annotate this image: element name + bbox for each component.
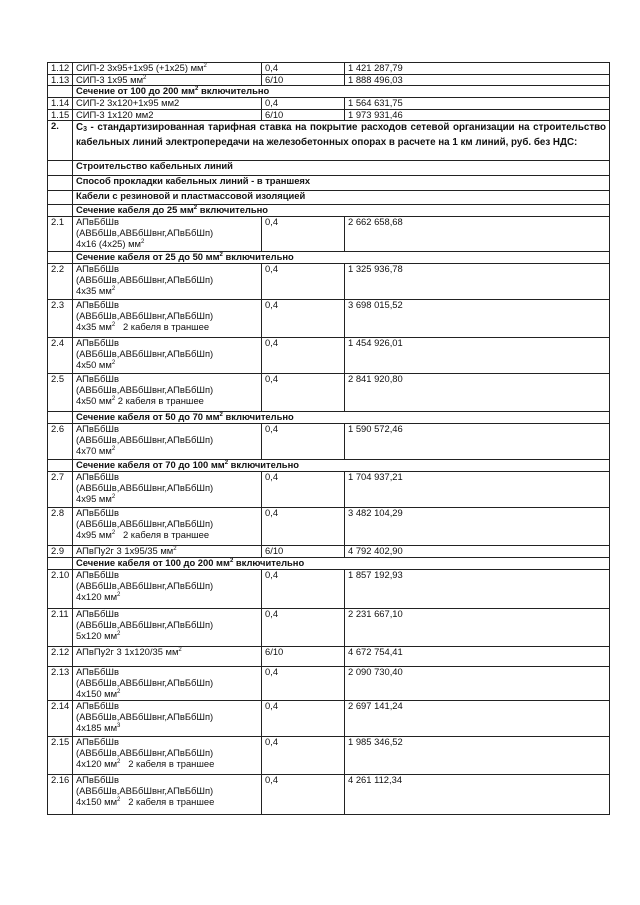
section-header-row	[48, 176, 610, 191]
cable-name-line	[76, 63, 258, 74]
cable-name-text: 4х35 мм	[76, 284, 112, 296]
section-title-cell	[73, 460, 610, 472]
cable-name-note: 2 кабеля в траншее	[120, 757, 215, 769]
row-number: 2.6	[48, 424, 73, 460]
cable-name-cell	[73, 264, 262, 300]
cable-name-cell	[73, 300, 262, 338]
cable-name-cell	[73, 338, 262, 374]
cable-name-text: (АВБбШв,АВБбШвнг,АПвБбШп)	[76, 226, 214, 238]
row-number: 2.5	[48, 374, 73, 412]
unit-superscript: 2	[111, 493, 116, 500]
cable-name-cell	[73, 424, 262, 460]
cable-name-text: 4х95 мм	[76, 492, 112, 504]
cable-name-text: 4х150 мм	[76, 687, 118, 699]
section-title-cell	[73, 176, 610, 191]
cable-name-text: АПвБбШв	[76, 471, 119, 483]
empty-number-cell	[48, 161, 73, 176]
price-cell: 1 973 931,46	[345, 109, 610, 121]
voltage-cell: 0,4	[262, 775, 345, 815]
voltage-cell: 0,4	[262, 701, 345, 737]
voltage-cell: 0,4	[262, 424, 345, 460]
row-number: 2.12	[48, 647, 73, 667]
unit-superscript: 2	[111, 321, 116, 328]
unit-superscript: 2	[117, 796, 121, 803]
cable-name-cell	[73, 98, 262, 110]
main-item-text: - стандартизированная тарифная ставка на покрытие расходов сетевой организации на строительство кабельных линий электропередачи на железобетонных опорах в расчете на 1 км линий, руб. без НДС:	[76, 122, 606, 148]
cable-name-cell	[73, 74, 262, 86]
row-number: 2.7	[48, 472, 73, 508]
section-title-cell	[73, 191, 610, 205]
empty-number-cell	[48, 412, 73, 424]
main-item-description	[73, 121, 610, 161]
cable-name-cell	[73, 109, 262, 121]
cable-name-note: 2 кабеля в траншее	[115, 394, 204, 406]
cable-name-text: 4х120 мм	[76, 757, 118, 769]
price-cell: 1 564 631,75	[345, 98, 610, 110]
price-cell: 1 454 926,01	[345, 338, 610, 374]
row-number: 2.15	[48, 737, 73, 775]
cable-name-cell	[73, 609, 262, 647]
row-number: 2.	[48, 121, 73, 161]
unit-superscript: 2	[111, 445, 116, 452]
tariff-rates-table	[47, 62, 610, 815]
rate-subscript: 3	[83, 126, 87, 134]
cable-name-cell	[73, 667, 262, 701]
row-number: 2.11	[48, 609, 73, 647]
cable-name-text: СИП-2 3х95+1х95 (+1х25) мм	[76, 62, 204, 73]
voltage-cell: 0,4	[262, 667, 345, 701]
cable-name-line	[76, 546, 258, 557]
unit-superscript: 2	[111, 529, 116, 536]
cable-name-text: АПвБбШв	[76, 337, 119, 349]
cable-name-cell	[73, 737, 262, 775]
price-cell: 2 090 730,40	[345, 667, 610, 701]
cable-name-cell	[73, 63, 262, 75]
cable-name-text: АПвБбШв	[76, 608, 119, 620]
voltage-cell: 6/10	[262, 74, 345, 86]
table-row	[48, 775, 610, 815]
row-number: 2.9	[48, 546, 73, 558]
cable-name-line	[76, 723, 258, 734]
section-title: Сечение кабеля от 25 до 50 мм	[76, 251, 220, 263]
table-row	[48, 609, 610, 647]
price-cell: 1 985 346,52	[345, 737, 610, 775]
cable-name-line	[76, 286, 258, 297]
cable-name-text: 4х150 мм	[76, 795, 118, 807]
row-number: 2.10	[48, 570, 73, 609]
cable-name-text: (АВБбШв,АВБбШвнг,АПвБбШп)	[76, 433, 214, 445]
table-row	[48, 264, 610, 300]
table-row	[48, 338, 610, 374]
voltage-cell: 0,4	[262, 300, 345, 338]
cable-name-text: (АВБбШв,АВБбШвнг,АПвБбШп)	[76, 784, 214, 796]
unit-superscript: 2	[173, 546, 177, 553]
cable-name-text: 4х120 мм	[76, 590, 118, 602]
price-cell: 4 672 754,41	[345, 647, 610, 667]
section-header-row	[48, 412, 610, 424]
section-title-suffix: включительно	[198, 85, 270, 97]
cable-name-text: АПвПу2г 3 1х120/35 мм	[76, 646, 179, 658]
cable-name-text: АПвБбШв	[76, 666, 119, 678]
cable-name-cell	[73, 217, 262, 252]
section-title-cell	[73, 205, 610, 217]
row-number: 1.15	[48, 109, 73, 121]
cable-name-line	[76, 530, 258, 541]
cable-name-cell	[73, 570, 262, 609]
price-cell: 1 888 496,03	[345, 74, 610, 86]
section-title-cell	[73, 412, 610, 424]
cable-name-note: 2 кабеля в траншее	[115, 320, 210, 332]
cable-name-text: 4х50 мм	[76, 394, 112, 406]
cable-name-note: 2 кабеля в траншее	[120, 795, 215, 807]
table-row	[48, 98, 610, 110]
voltage-cell: 0,4	[262, 338, 345, 374]
table-row	[48, 701, 610, 737]
tariff-rates-body	[48, 63, 610, 815]
cable-name-text: (АВБбШв,АВБбШвнг,АПвБбШп)	[76, 746, 214, 758]
section-title-suffix: включительно	[222, 251, 294, 263]
voltage-cell: 0,4	[262, 63, 345, 75]
cable-name-line	[76, 631, 258, 642]
cable-name-line	[76, 446, 258, 457]
section-title: Строительство кабельных линий	[76, 160, 233, 172]
unit-superscript: 2	[111, 395, 116, 402]
section-title: Сечение кабеля от 100 до 200 мм	[76, 557, 230, 569]
voltage-cell: 0,4	[262, 508, 345, 546]
voltage-cell: 6/10	[262, 109, 345, 121]
voltage-cell: 0,4	[262, 609, 345, 647]
section-header-row	[48, 252, 610, 264]
table-row	[48, 300, 610, 338]
unit-superscript: 2	[219, 412, 223, 419]
section-header-row	[48, 460, 610, 472]
price-cell: 4 792 402,90	[345, 546, 610, 558]
cable-name-text: 4х70 мм	[76, 444, 112, 456]
cable-name-text: 4х35 мм	[76, 320, 112, 332]
voltage-cell: 0,4	[262, 217, 345, 252]
voltage-cell: 6/10	[262, 647, 345, 667]
cable-name-line	[76, 494, 258, 505]
row-number: 2.14	[48, 701, 73, 737]
unit-superscript: 2	[229, 558, 234, 565]
row-number: 1.13	[48, 74, 73, 86]
unit-superscript: 3	[117, 722, 121, 729]
unit-superscript: 2	[117, 688, 121, 695]
cable-name-text: (АВБбШв,АВБбШвнг,АПвБбШп)	[76, 481, 214, 493]
unit-superscript: 2	[117, 630, 121, 637]
cable-name-cell	[73, 775, 262, 815]
cable-name-text: АПвПу2г 3 1х95/35 мм	[76, 545, 174, 557]
cable-name-line	[76, 110, 258, 121]
rate-symbol: С	[76, 122, 84, 134]
voltage-cell: 0,4	[262, 374, 345, 412]
section-title-cell	[73, 252, 610, 264]
section-title-suffix: включительно	[222, 411, 294, 423]
section-header-row	[48, 86, 610, 98]
section-title-suffix: включительно	[228, 459, 299, 471]
section-title: Способ прокладки кабельных линий - в траншеях	[76, 175, 311, 187]
empty-number-cell	[48, 191, 73, 205]
row-number: 2.1	[48, 217, 73, 252]
cable-name-line	[76, 689, 258, 700]
unit-superscript: 2	[224, 460, 229, 467]
cable-name-text: 4х16 (4х25) мм	[76, 237, 142, 249]
cable-name-text: (АВБбШв,АВБбШвнг,АПвБбШп)	[76, 347, 214, 359]
unit-superscript: 2	[141, 238, 145, 245]
unit-superscript: 2	[219, 252, 223, 259]
cable-name-text: (АВБбШв,АВБбШвнг,АПвБбШп)	[76, 517, 214, 529]
unit-superscript: 2	[143, 74, 147, 81]
section-header-row	[48, 558, 610, 570]
cable-name-text: АПвБбШв	[76, 373, 119, 385]
row-number: 2.2	[48, 264, 73, 300]
cable-name-text: (АВБбШв,АВБбШвнг,АПвБбШп)	[76, 710, 214, 722]
price-cell: 2 697 141,24	[345, 701, 610, 737]
cable-name-line	[76, 396, 258, 407]
unit-superscript: 2	[111, 285, 116, 292]
cable-name-text: (АВБбШв,АВБбШвнг,АПвБбШп)	[76, 676, 214, 688]
table-row	[48, 647, 610, 667]
table-row	[48, 374, 610, 412]
section-title: Сечение кабеля от 70 до 100 мм	[76, 459, 225, 471]
cable-name-cell	[73, 546, 262, 558]
cable-name-line	[76, 75, 258, 86]
voltage-cell: 0,4	[262, 264, 345, 300]
cable-name-text: АПвБбШв	[76, 299, 119, 311]
unit-superscript: 2	[111, 359, 116, 366]
cable-name-line	[76, 98, 258, 109]
cable-name-text: АПвБбШв	[76, 423, 119, 435]
cable-name-line	[76, 360, 258, 371]
unit-superscript: 2	[193, 205, 198, 212]
cable-name-text: АПвБбШв	[76, 216, 119, 228]
cable-name-text: (АВБбШв,АВБбШвнг,АПвБбШп)	[76, 383, 214, 395]
row-number: 2.16	[48, 775, 73, 815]
voltage-cell: 0,4	[262, 472, 345, 508]
row-number: 1.14	[48, 98, 73, 110]
cable-name-cell	[73, 508, 262, 546]
cable-name-text: АПвБбШв	[76, 774, 119, 786]
section-title: Кабели с резиновой и пластмассовой изоляцией	[76, 190, 306, 202]
voltage-cell: 6/10	[262, 546, 345, 558]
price-cell: 1 421 287,79	[345, 63, 610, 75]
unit-superscript: 2	[117, 591, 121, 598]
table-row	[48, 472, 610, 508]
unit-superscript: 2	[195, 86, 199, 93]
table-row	[48, 63, 610, 75]
table-row	[48, 109, 610, 121]
tariff-document-page	[47, 62, 609, 815]
section-title: Сечение от 100 до 200 мм	[76, 85, 195, 97]
cable-name-line	[76, 592, 258, 603]
cable-name-text: 5х120 мм	[76, 629, 118, 641]
section-title-suffix: включительно	[233, 557, 305, 569]
price-cell: 1 857 192,93	[345, 570, 610, 609]
cable-name-text: 4х95 мм	[76, 528, 112, 540]
cable-name-text: (АВБбШв,АВБбШвнг,АПвБбШп)	[76, 273, 214, 285]
cable-name-text: АПвБбШв	[76, 263, 119, 275]
cable-name-cell	[73, 374, 262, 412]
row-number: 2.8	[48, 508, 73, 546]
cable-name-line	[76, 322, 258, 333]
row-number: 2.3	[48, 300, 73, 338]
section-title: Сечение кабеля от 50 до 70 мм	[76, 411, 220, 423]
cable-name-text: АПвБбШв	[76, 569, 119, 581]
voltage-cell: 0,4	[262, 98, 345, 110]
table-row	[48, 570, 610, 609]
price-cell: 1 325 936,78	[345, 264, 610, 300]
cable-name-line	[76, 239, 258, 250]
price-cell: 3 698 015,52	[345, 300, 610, 338]
price-cell: 2 662 658,68	[345, 217, 610, 252]
cable-name-text: 4х50 мм	[76, 358, 112, 370]
section-header-row	[48, 161, 610, 176]
voltage-cell: 0,4	[262, 737, 345, 775]
section-title-suffix: включительно	[197, 204, 269, 216]
cable-name-text: СИП-3 1х120 мм2	[76, 109, 154, 120]
cable-name-text: СИП-3 1х95 мм	[76, 74, 144, 85]
cable-name-text: АПвБбШв	[76, 700, 119, 712]
table-row	[48, 546, 610, 558]
empty-number-cell	[48, 252, 73, 264]
table-row	[48, 737, 610, 775]
empty-number-cell	[48, 86, 73, 98]
table-row	[48, 667, 610, 701]
section-header-row	[48, 205, 610, 217]
empty-number-cell	[48, 205, 73, 217]
cable-name-text: АПвБбШв	[76, 736, 119, 748]
cable-name-text: АПвБбШв	[76, 507, 119, 519]
row-number: 2.13	[48, 667, 73, 701]
section-title-cell	[73, 86, 610, 98]
row-number: 2.4	[48, 338, 73, 374]
main-item-row	[48, 121, 610, 161]
price-cell: 3 482 104,29	[345, 508, 610, 546]
empty-number-cell	[48, 176, 73, 191]
cable-name-text: (АВБбШв,АВБбШвнг,АПвБбШп)	[76, 579, 214, 591]
cable-name-line	[76, 759, 258, 770]
price-cell: 1 704 937,21	[345, 472, 610, 508]
section-title-cell	[73, 161, 610, 176]
cable-name-line	[76, 647, 258, 658]
table-row	[48, 424, 610, 460]
unit-superscript: 2	[203, 63, 207, 69]
cable-name-note: 2 кабеля в траншее	[115, 528, 210, 540]
price-cell: 4 261 112,34	[345, 775, 610, 815]
empty-number-cell	[48, 460, 73, 472]
section-title-cell	[73, 558, 610, 570]
cable-name-text: (АВБбШв,АВБбШвнг,АПвБбШп)	[76, 618, 214, 630]
cable-name-cell	[73, 647, 262, 667]
cable-name-cell	[73, 472, 262, 508]
price-cell: 1 590 572,46	[345, 424, 610, 460]
cable-name-text: (АВБбШв,АВБбШвнг,АПвБбШп)	[76, 309, 214, 321]
empty-number-cell	[48, 558, 73, 570]
unit-superscript: 2	[117, 758, 121, 765]
table-row	[48, 74, 610, 86]
row-number: 1.12	[48, 63, 73, 75]
table-row	[48, 217, 610, 252]
cable-name-text: 4х185 мм	[76, 721, 118, 733]
unit-superscript: 2	[178, 647, 182, 654]
table-row	[48, 508, 610, 546]
section-title: Сечение кабеля до 25 мм	[76, 204, 194, 216]
cable-name-line	[76, 797, 258, 808]
section-header-row	[48, 191, 610, 205]
price-cell: 2 841 920,80	[345, 374, 610, 412]
price-cell: 2 231 667,10	[345, 609, 610, 647]
cable-name-cell	[73, 701, 262, 737]
voltage-cell: 0,4	[262, 570, 345, 609]
cable-name-text: СИП-2 3х120+1х95 мм2	[76, 97, 180, 109]
